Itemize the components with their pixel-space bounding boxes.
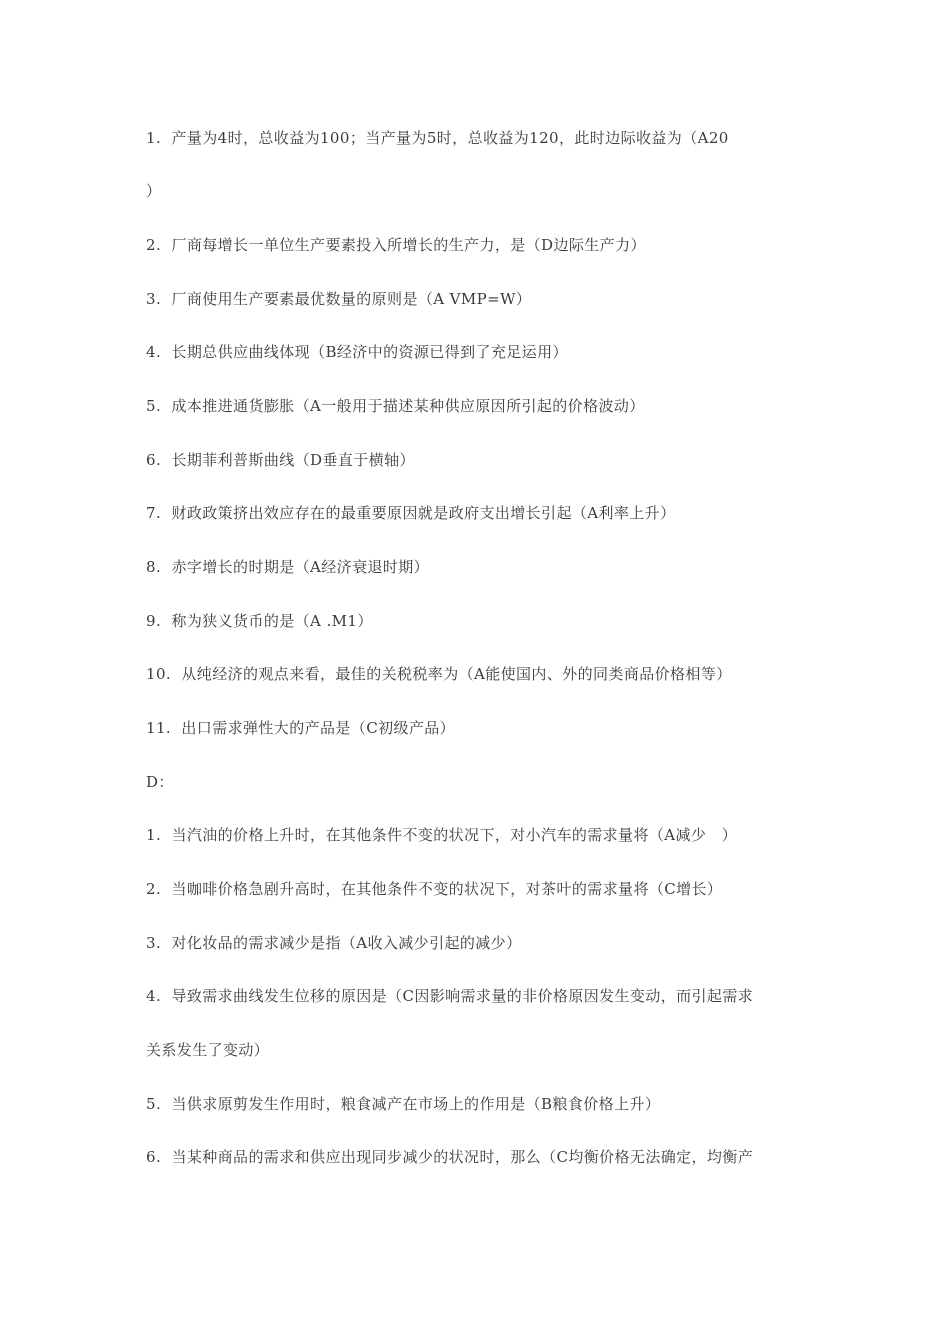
section-d-heading: D： xyxy=(146,773,174,791)
q7-crowding-out: 7. 财政政策挤出效应存在的最重要原因就是政府支出增长引起（A利率上升） xyxy=(146,504,676,522)
q10-tariff-rate: 10. 从纯经济的观点来看，最佳的关税税率为（A能使国内、外的同类商品价格相等） xyxy=(146,665,732,683)
q1-marginal-revenue: 1. 产量为4时，总收益为100；当产量为5时，总收益为120，此时边际收益为（A20 xyxy=(146,129,729,147)
q1-continuation: ） xyxy=(146,182,162,200)
d4-demand-shift: 4. 导致需求曲线发生位移的原因是（C因影响需求量的非价格原因发生变动，而引起需求 xyxy=(146,987,754,1005)
q3-factor-principle: 3. 厂商使用生产要素最优数量的原则是（A VMP=W） xyxy=(146,290,532,308)
q2-marginal-productivity: 2. 厂商每增长一单位生产要素投入所增长的生产力，是（D边际生产力） xyxy=(146,236,646,254)
d4-continuation: 关系发生了变动） xyxy=(146,1041,270,1059)
d3-cosmetics-demand: 3. 对化妆品的需求减少是指（A收入减少引起的减少） xyxy=(146,934,522,952)
d2-coffee-price: 2. 当咖啡价格急剧升高时，在其他条件不变的状况下，对茶叶的需求量将（C增长） xyxy=(146,880,723,898)
q4-long-run-supply: 4. 长期总供应曲线体现（B经济中的资源已得到了充足运用） xyxy=(146,343,568,361)
q5-cost-push-inflation: 5. 成本推进通货膨胀（A一般用于描述某种供应原因所引起的价格波动） xyxy=(146,397,645,415)
q8-deficit-period: 8. 赤字增长的时期是（A经济衰退时期） xyxy=(146,558,430,576)
d5-grain-reduction: 5. 当供求原剪发生作用时，粮食减产在市场上的作用是（B粮食价格上升） xyxy=(146,1095,661,1113)
q6-phillips-curve: 6. 长期菲利普斯曲线（D垂直于横轴） xyxy=(146,451,415,469)
d6-demand-supply-decrease: 6. 当某种商品的需求和供应出现同步减少的状况时，那么（C均衡价格无法确定，均衡产 xyxy=(146,1148,754,1166)
d1-gasoline-price: 1. 当汽油的价格上升时，在其他条件不变的状况下，对小汽车的需求量将（A减少 ） xyxy=(146,826,738,844)
q11-export-elasticity: 11. 出口需求弹性大的产品是（C初级产品） xyxy=(146,719,456,737)
q9-narrow-money: 9. 称为狭义货币的是（A .M1） xyxy=(146,612,373,630)
